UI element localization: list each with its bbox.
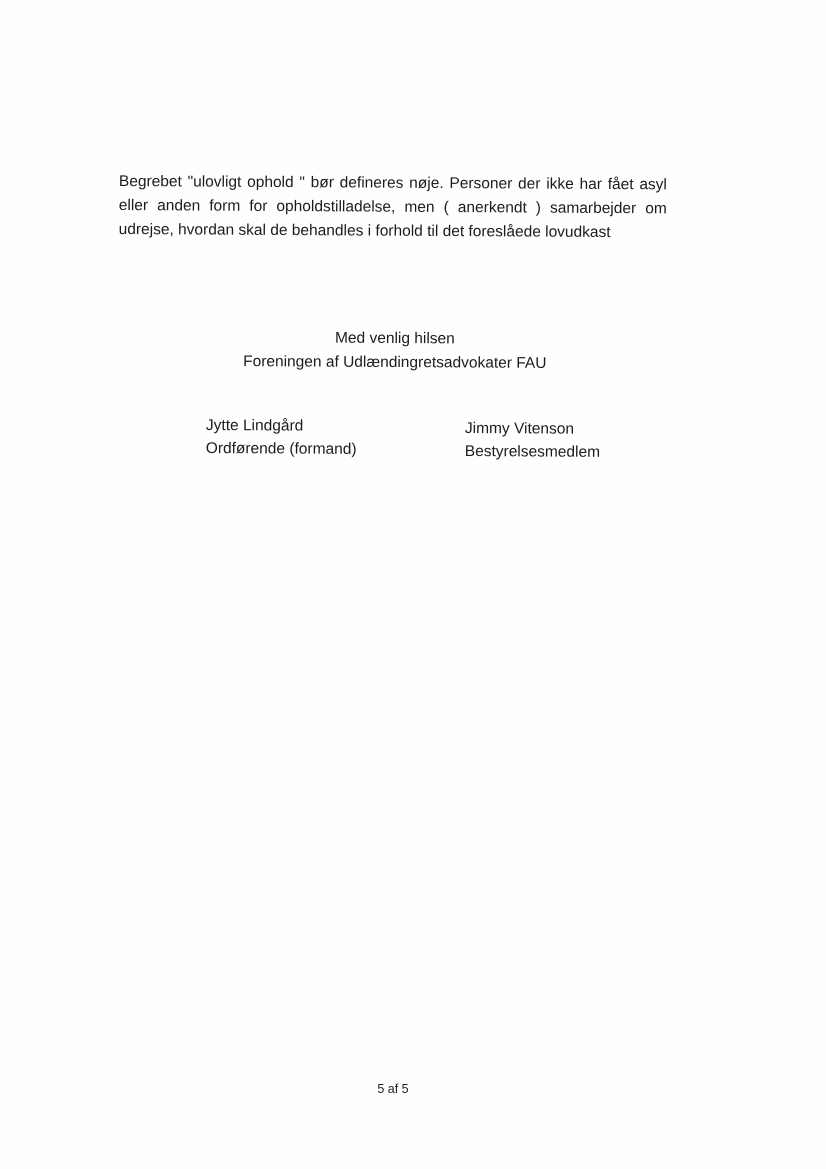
closing-greeting: Med venlig hilsen — [334, 329, 455, 348]
signatory-role: Ordførende (formand) — [205, 439, 357, 458]
signatory-role: Bestyrelsesmedlem — [464, 442, 601, 461]
signatory-name: Jimmy Vitenson — [464, 419, 575, 438]
paragraph-line: Begrebet "ulovligt ophold " bør defineres nøje. Personer der ikke har fået asyl — [118, 172, 667, 194]
closing-block — [230, 326, 560, 376]
signatory-board-member — [465, 417, 601, 464]
closing-organization: Foreningen af Udlændingretsadvokater FAU — [243, 353, 547, 372]
body-paragraph — [119, 170, 667, 245]
signatory-chair — [206, 414, 357, 461]
paragraph-line: udrejse, hvordan skal de behandles i forhold til det foreslåede lovudkast — [118, 220, 611, 242]
signatory-name: Jytte Lindgård — [205, 416, 304, 435]
paragraph-line: eller anden form for opholdstilladelse, men ( anerkendt ) samarbejder om — [118, 196, 667, 218]
page-number: 5 af 5 — [377, 1082, 409, 1096]
